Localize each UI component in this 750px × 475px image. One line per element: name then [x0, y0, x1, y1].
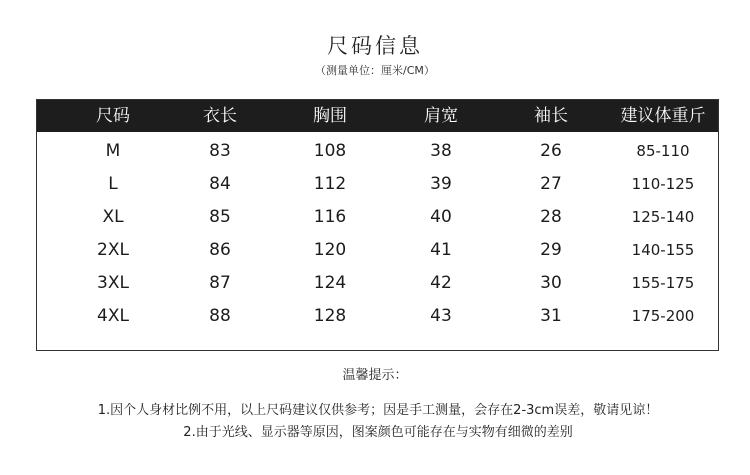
size-chart-table: [36, 99, 719, 351]
cell-chest: 124: [313, 273, 347, 293]
cell-sleeve: 27: [540, 174, 562, 194]
cell-chest: 108: [313, 141, 347, 161]
header-size: 尺码: [96, 106, 130, 126]
cell-chest: 112: [313, 174, 347, 194]
cell-length: 84: [209, 174, 231, 194]
cell-sleeve: 31: [540, 306, 562, 326]
cell-chest: 120: [313, 240, 347, 260]
header-sleeve: 袖长: [534, 106, 568, 126]
table-row: [37, 234, 718, 267]
cell-shoulder: 42: [430, 273, 452, 293]
cell-shoulder: 43: [430, 306, 452, 326]
cell-size: 4XL: [97, 306, 129, 326]
cell-length: 83: [209, 141, 231, 161]
cell-length: 86: [209, 240, 231, 260]
cell-size: M: [105, 141, 121, 161]
cell-size: L: [108, 174, 118, 194]
header-chest: 胸围: [313, 106, 347, 126]
cell-sleeve: 29: [540, 240, 562, 260]
cell-sleeve: 26: [540, 141, 562, 161]
cell-shoulder: 40: [430, 207, 452, 227]
cell-weight: 140-155: [631, 241, 695, 259]
cell-length: 87: [209, 273, 231, 293]
cell-weight: 155-175: [631, 274, 695, 292]
tip-note: 2.由于光线、显示器等原因，图案颜色可能存在与实物有细微的差别: [183, 425, 573, 440]
table-row: [37, 201, 718, 234]
cell-weight: 85-110: [636, 142, 690, 160]
table-row: [37, 168, 718, 201]
cell-weight: 110-125: [631, 175, 695, 193]
cell-length: 85: [209, 207, 231, 227]
cell-size: 2XL: [97, 240, 129, 260]
cell-sleeve: 28: [540, 207, 562, 227]
cell-chest: 128: [313, 306, 347, 326]
table-header-row: [37, 100, 718, 132]
cell-length: 88: [209, 306, 231, 326]
cell-size: XL: [102, 207, 124, 227]
cell-weight: 125-140: [631, 208, 695, 226]
header-weight: 建议体重斤: [620, 106, 706, 126]
tip-note: 1.因个人身材比例不用，以上尺码建议仅供参考；因是手工测量，会存在2-3cm误差，敬请见谅！: [97, 403, 659, 418]
cell-shoulder: 38: [430, 141, 452, 161]
measurement-unit-note: （测量单位：厘米/CM）: [315, 64, 435, 77]
tips-heading: 温馨提示：: [342, 368, 408, 383]
page-title: 尺码信息: [327, 34, 423, 58]
table-row: [37, 300, 718, 333]
cell-size: 3XL: [97, 273, 129, 293]
cell-chest: 116: [313, 207, 347, 227]
header-length: 衣长: [203, 106, 237, 126]
table-row: [37, 267, 718, 300]
table-row: [37, 135, 718, 168]
cell-shoulder: 39: [430, 174, 452, 194]
header-shoulder: 肩宽: [424, 106, 458, 126]
cell-shoulder: 41: [430, 240, 452, 260]
cell-sleeve: 30: [540, 273, 562, 293]
cell-weight: 175-200: [631, 307, 695, 325]
